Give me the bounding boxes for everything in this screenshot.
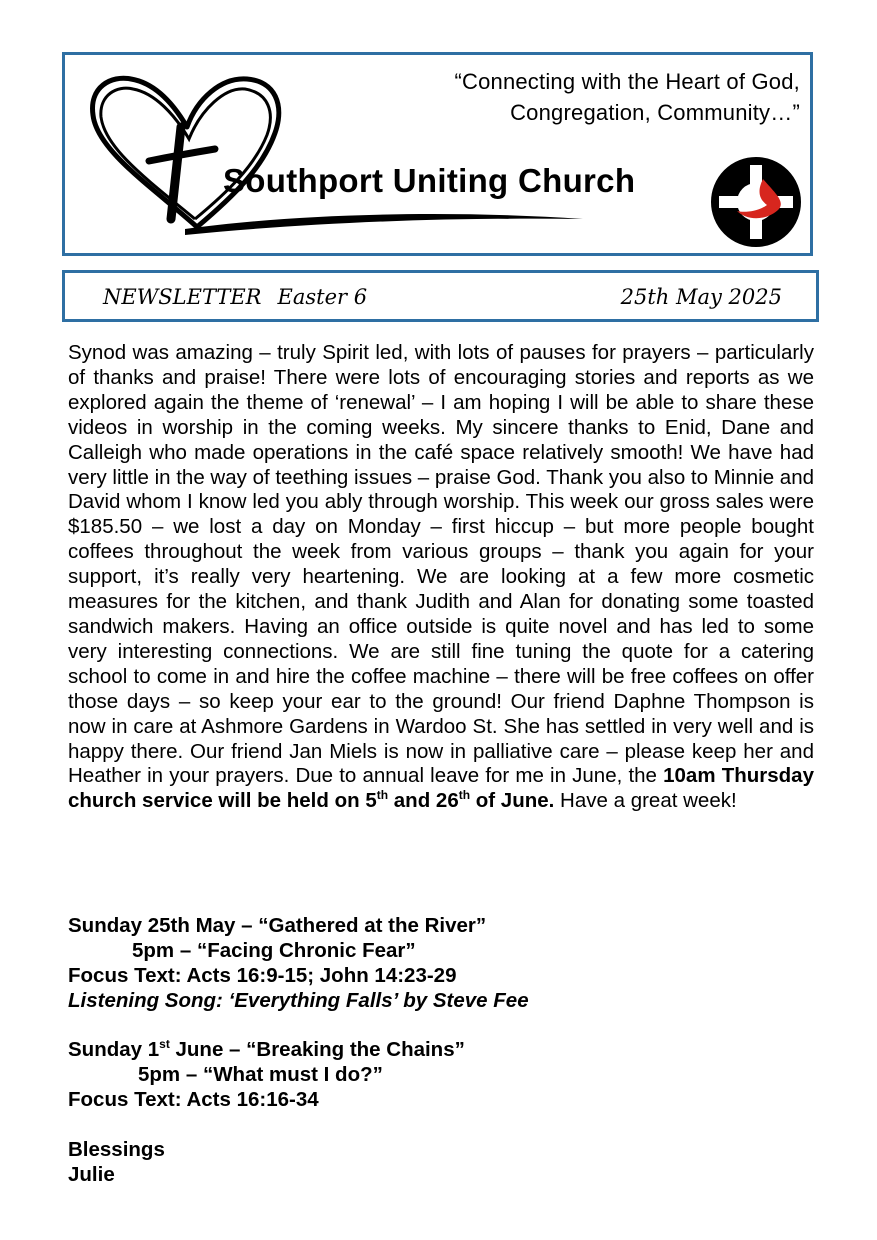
liturgical-season: Easter 6 (277, 285, 368, 309)
service-focus-text: Focus Text: Acts 16:9-15; John 14:23-29 (68, 963, 457, 987)
superscript-st: st (159, 1037, 170, 1052)
service-notice-c: of June. (470, 789, 555, 813)
superscript-th-2: th (458, 788, 471, 803)
closing-text: Have a great week! (554, 789, 737, 813)
service-evening: 5pm – “What must I do?” (138, 1062, 383, 1086)
signoff (68, 1138, 165, 1188)
newsletter-bar (62, 270, 819, 322)
signoff-name: Julie (68, 1162, 115, 1186)
newsletter-label-group (103, 285, 367, 309)
service-heading (68, 1038, 465, 1063)
superscript-th: th (376, 788, 389, 803)
uniting-church-emblem-icon (709, 155, 803, 249)
service-heading-b: June – “Breaking the Chains” (169, 1038, 465, 1061)
tagline-line-2: Congregation, Community…” (510, 100, 800, 125)
signoff-blessings: Blessings (68, 1138, 165, 1161)
tagline (340, 66, 800, 128)
service-sunday-1-june (68, 1038, 465, 1113)
service-heading: Sunday 25th May – “Gathered at the River” (68, 914, 487, 937)
service-notice-a: 10am Thursday church service will be held on 5 (68, 764, 814, 813)
tagline-line-1: “Connecting with the Heart of God, (454, 69, 800, 94)
paragraph-text: Synod was amazing – truly Spirit led, with lots of pauses for prayers – particularly of thanks and praise! There were lots of encouraging stories and reports as we explored again the theme of ‘renewal’ – I am hoping I will be able to share these videos in worship in the coming weeks. My sincere thanks to Enid, Dane and Calleigh who made operations in the café space relatively smooth! We have had very little in the way of teething issues – praise God. Thank you also to Minnie and David whom I know led you ably through worship. This week our gross sales were $185.50 – we lost a day on Monday – first hiccup – but more people bought coffees throughout the week from various groups – thank you again for your support, it’s really very heartening. We are looking at a few more cosmetic measures for the kitchen, and thank Judith and Alan for donating some toasted sandwich makers. Having an office outside is quite novel and has led to some very interesting connections. We are still fine tuning the quote for a catering school to come in and hire the coffee machine – there will be free coffees on offer those days – so keep your ear to the ground! Our friend Daphne Thompson is now in care at Ashmore Gardens in Wardoo St. She has settled in very well and is happy there. Our friend Jan Miels is now in palliative care – please keep her and Heather in your prayers. Due to annual leave for me in June, the (68, 341, 815, 788)
newsletter-date: 25th May 2025 (620, 285, 782, 309)
newsletter-header (62, 52, 813, 256)
service-evening: 5pm – “Facing Chronic Fear” (132, 938, 416, 962)
church-name: Southport Uniting Church (223, 162, 636, 199)
service-focus-text: Focus Text: Acts 16:16-34 (68, 1087, 319, 1111)
newsletter-label: NEWSLETTER (103, 285, 262, 309)
service-heading-a: Sunday 1 (68, 1038, 160, 1061)
service-sunday-25-may (68, 914, 529, 1014)
main-paragraph (68, 341, 814, 814)
service-notice-b: and 26 (388, 789, 459, 813)
listening-song: Listening Song: ‘Everything Falls’ by Steve Fee (68, 988, 529, 1012)
